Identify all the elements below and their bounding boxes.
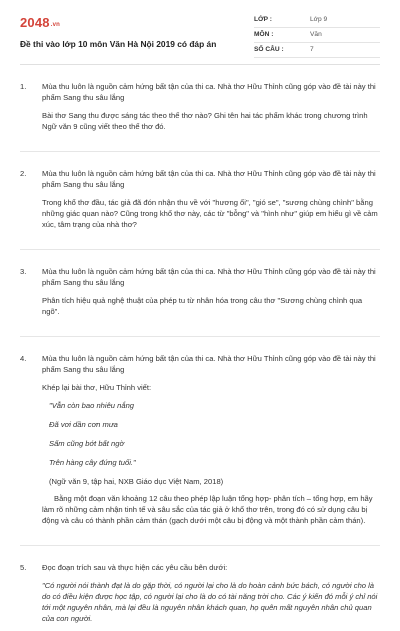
question-3: [20, 266, 380, 324]
page-header: [0, 0, 400, 64]
question-prompt: Mùa thu luôn là nguồn cảm hứng bất tận của thi ca. Nhà thơ Hữu Thỉnh cũng góp vào đề tài này thi phẩm Sang thu sâu lắng: [42, 354, 376, 374]
question-number: 3.: [20, 267, 27, 276]
question-text: Trong khổ thơ đầu, tác giả đã đón nhận thu về với "hương ổi", "gió se", "sương chùng chình" bằng những giác quan nào? Cũng trong khổ thơ này, các từ "bỗng" và "hình như" giúp em hiểu gì về cảm xúc, tâm trạng của nhà thơ?: [42, 198, 378, 229]
question-prompt: Đọc đoạn trích sau và thực hiện các yêu cầu bên dưới:: [42, 563, 228, 572]
meta-row-subject: [254, 28, 380, 43]
meta-value: Văn: [310, 31, 322, 39]
question-number: 2.: [20, 169, 27, 178]
question-prompt: Mùa thu luôn là nguồn cảm hứng bất tận của thi ca. Nhà thơ Hữu Thỉnh cũng góp vào đề tài này thi phẩm Sang thu sâu lắng: [42, 169, 376, 189]
question-4: [20, 353, 380, 400]
meta-value: Lớp 9: [310, 16, 328, 24]
question-divider: [20, 249, 380, 250]
question-text: Bằng một đoạn văn khoảng 12 câu theo phép lập luận tổng hợp- phân tích – tổng hợp, em hãy làm rõ những cảm nhận tinh tế và sâu sắc của tác giả ở khổ thơ trên, trong đó có sử dụng câu bị động và câu có thành phần cảm thán (gạch dưới một câu bị động và một thành phần cảm thán).: [42, 494, 373, 525]
meta-label: LỚP :: [254, 16, 272, 24]
question-text: Bài thơ Sang thu được sáng tác theo thể thơ nào? Ghi tên hai tác phẩm khác trong chương trình Ngữ văn 9 cũng viết theo thể thơ đó.: [42, 111, 368, 131]
question-number: 5.: [20, 563, 27, 572]
poem-line: Đã vơi dần cơn mưa: [49, 420, 118, 429]
poem-line: Sấm cũng bớt bất ngờ: [49, 439, 125, 448]
poem-source: (Ngữ văn 9, tập hai, NXB Giáo dục Việt Nam, 2018): [49, 477, 224, 486]
site-logo[interactable]: 2048.vn: [20, 15, 61, 30]
quote-excerpt: "Có người nói thành đạt là do gặp thời, có người lại cho là do hoàn cảnh bức bách, có người cho là do có điều kiện được học tập, có người lại cho là do có tài năng trời cho. Các ý kiến đó mỗi ý chỉ nói tới một nguyên nhân, mà lại đều là nguyên nhân khách quan, họ quên mất nguyên nhân chủ quan của con người.: [42, 581, 378, 623]
question-5: [20, 562, 380, 631]
meta-row-class: [254, 13, 380, 28]
question-1: [20, 81, 380, 139]
exam-meta-table: [254, 13, 380, 58]
question-list: [0, 65, 400, 631]
question-number: 1.: [20, 82, 27, 91]
question-divider: [20, 151, 380, 152]
question-prompt: Mùa thu luôn là nguồn cảm hứng bất tận của thi ca. Nhà thơ Hữu Thỉnh cũng góp vào đề tài này thi phẩm Sang thu sâu lắng: [42, 82, 376, 102]
meta-value: 7: [310, 46, 314, 54]
question-divider: [20, 545, 380, 546]
question-intro: Khép lại bài thơ, Hữu Thỉnh viết:: [42, 383, 152, 392]
page-title: Đề thi vào lớp 10 môn Văn Hà Nội 2019 có đáp án: [20, 38, 217, 49]
poem-excerpt: [20, 400, 380, 468]
poem-line: "Vẫn còn bao nhiêu nắng: [49, 401, 135, 410]
question-number: 4.: [20, 354, 27, 363]
question-2: [20, 168, 380, 237]
question-text: Phân tích hiệu quả nghệ thuật của phép tu từ nhân hóa trong câu thơ "Sương chùng chình qua ngõ".: [42, 296, 363, 316]
meta-label: MÔN :: [254, 31, 274, 39]
question-divider: [20, 336, 380, 337]
question-prompt: Mùa thu luôn là nguồn cảm hứng bất tận của thi ca. Nhà thơ Hữu Thỉnh cũng góp vào đề tài này thi phẩm Sang thu sâu lắng: [42, 267, 376, 287]
meta-row-question-count: [254, 43, 380, 58]
meta-label: SỐ CÂU :: [254, 46, 284, 54]
poem-line: Trên hàng cây đứng tuổi.": [49, 458, 136, 467]
